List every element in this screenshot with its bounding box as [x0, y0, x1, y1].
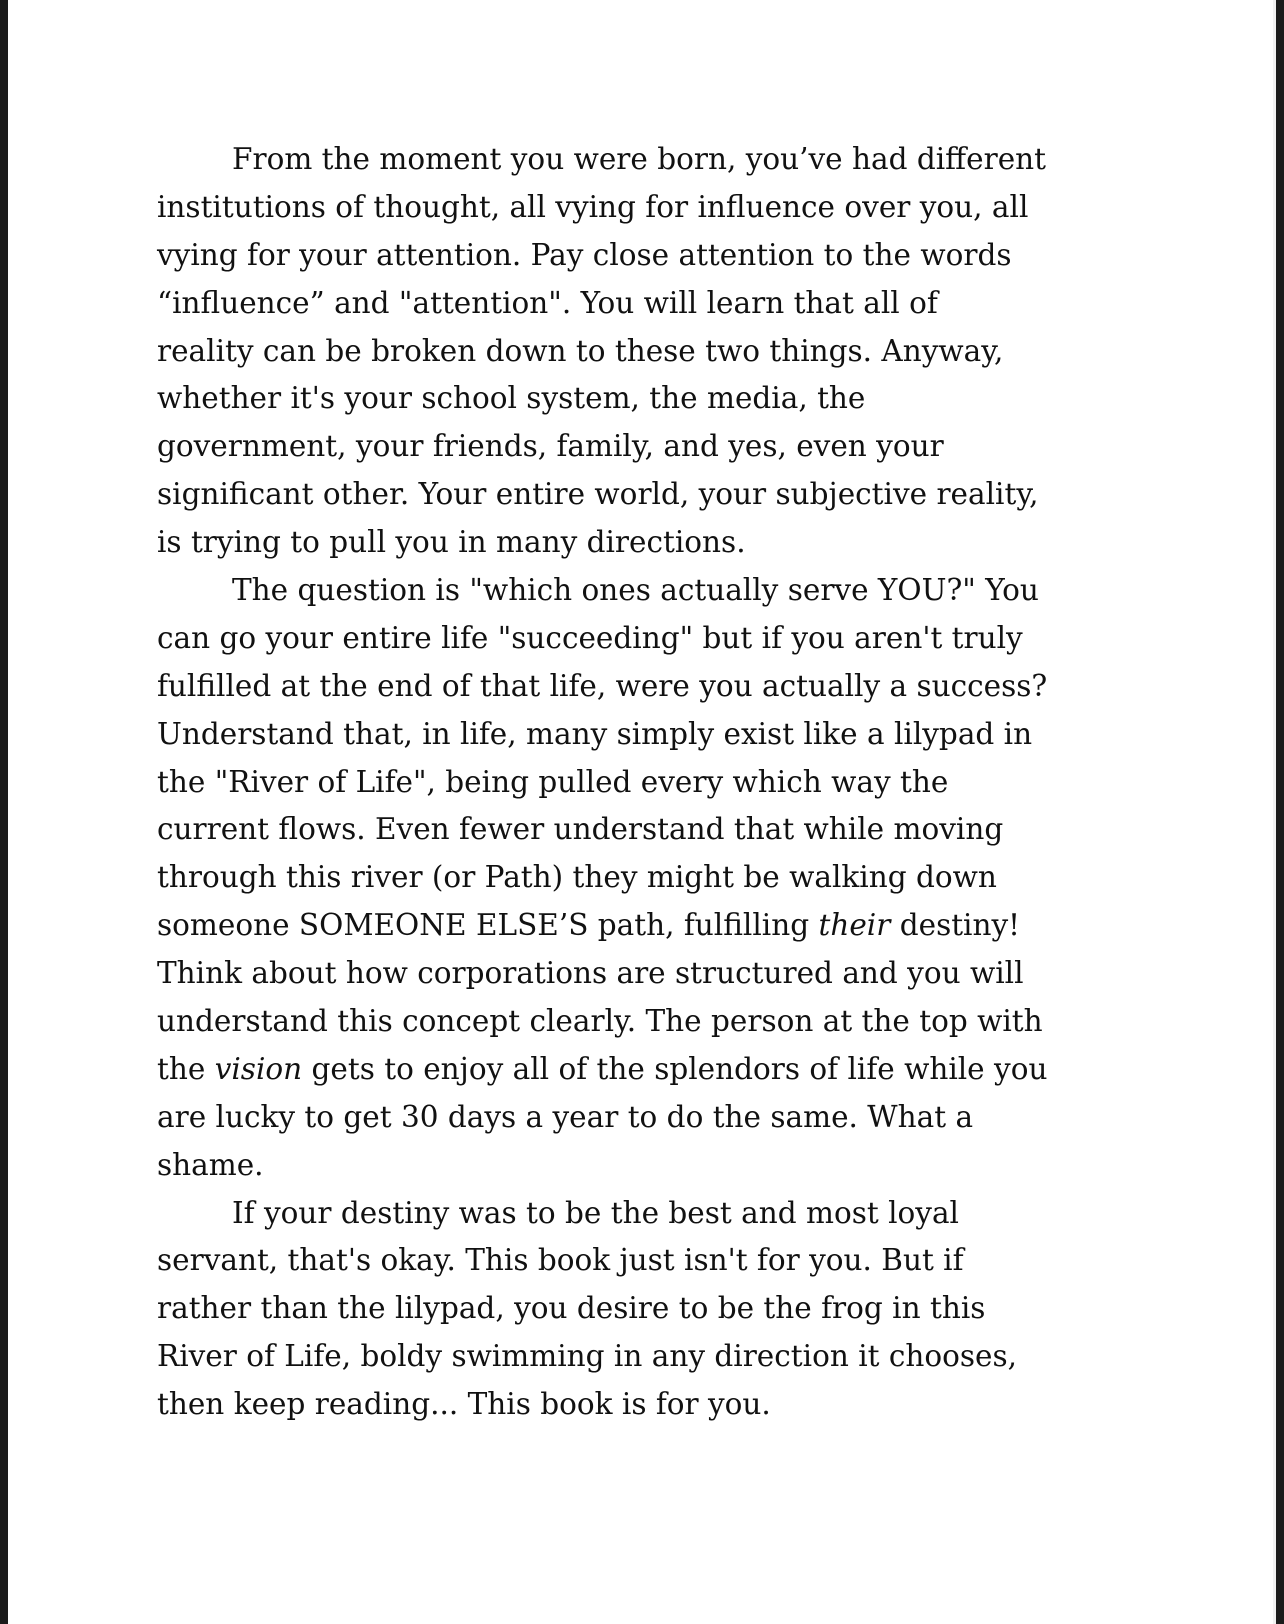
italic-emphasis: their	[818, 908, 891, 943]
text-line: rather than the lilypad, you desire to be the frog in this	[157, 1291, 986, 1326]
text-line: Understand that, in life, many simply exist like a lilypad in	[157, 716, 1033, 751]
text-line	[157, 1046, 1267, 1094]
text-line: whether it's your school system, the media, the	[157, 381, 866, 416]
text-line: then keep reading... This book is for you.	[157, 1387, 771, 1422]
text-line: reality can be broken down to these two things. Anyway,	[157, 333, 1004, 368]
text-line: Think about how corporations are structured and you will	[157, 956, 1024, 991]
text-line: servant, that's okay. This book just isn't for you. But if	[157, 1243, 964, 1278]
text-line: government, your friends, family, and yes, even your	[157, 429, 944, 464]
text-line: fulfilled at the end of that life, were you actually a success?	[157, 668, 1048, 703]
document-page-text	[157, 136, 1267, 1429]
text-segment: destiny!	[890, 908, 1021, 943]
text-line: can go your entire life "succeeding" but if you aren't truly	[157, 620, 1023, 655]
text-line: is trying to pull you in many directions.	[157, 525, 746, 560]
right-border	[1276, 0, 1284, 1624]
text-line: vying for your attention. Pay close attention to the words	[157, 237, 1012, 272]
text-line: shame.	[157, 1147, 264, 1182]
text-line: current flows. Even fewer understand that while moving	[157, 812, 1004, 847]
text-segment: someone SOMEONE ELSE’S path, fulfilling	[157, 908, 819, 943]
text-line: are lucky to get 30 days a year to do the same. What a	[157, 1099, 974, 1134]
text-line	[157, 902, 1267, 950]
text-line: through this river (or Path) they might be walking down	[157, 860, 997, 895]
text-line: institutions of thought, all vying for influence over you, all	[157, 189, 1029, 224]
left-border	[0, 0, 8, 1624]
text-line: River of Life, boldy swimming in any direction it chooses,	[157, 1339, 1018, 1374]
text-line: understand this concept clearly. The person at the top with	[157, 1004, 1043, 1039]
italic-emphasis: vision	[214, 1051, 303, 1086]
text-line: From the moment you were born, you’ve had different	[232, 142, 1047, 176]
text-line: the "River of Life", being pulled every which way the	[157, 764, 949, 799]
text-segment: gets to enjoy all of the splendors of life while you	[302, 1051, 1048, 1086]
text-line: “influence” and "attention". You will learn that all of	[157, 285, 938, 320]
text-line: If your destiny was to be the best and most loyal	[232, 1195, 959, 1230]
text-segment: the	[157, 1051, 215, 1086]
text-line: The question is "which ones actually serve YOU?" You	[232, 573, 1039, 608]
text-line: significant other. Your entire world, your subjective reality,	[157, 477, 1039, 512]
